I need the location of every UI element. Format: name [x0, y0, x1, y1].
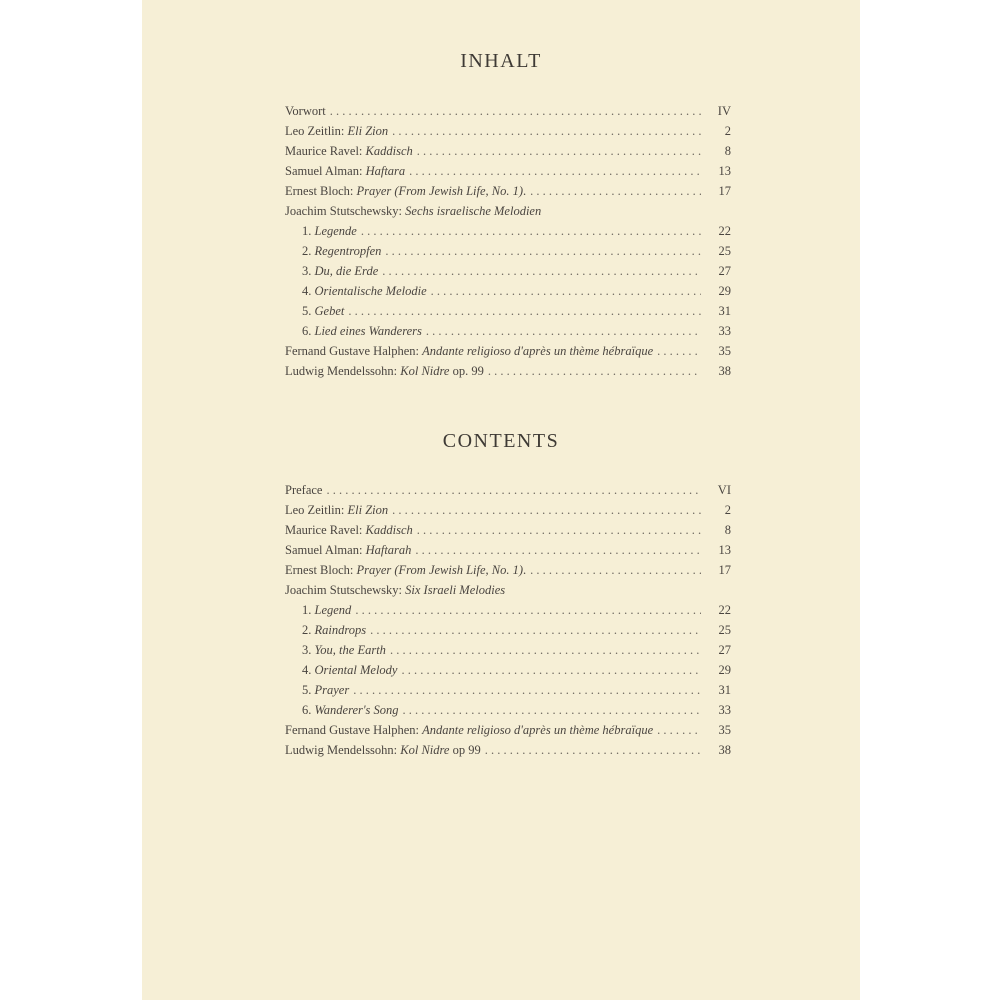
toc-composer: 6. — [302, 324, 315, 338]
toc-entry-text — [285, 500, 388, 520]
toc-composer: Maurice Ravel: — [285, 144, 366, 158]
toc-suffix: op. 99 — [449, 364, 484, 378]
dot-leader — [326, 480, 701, 500]
toc-entry — [285, 620, 731, 640]
toc-page-number: 22 — [718, 224, 731, 238]
toc-page-number: 38 — [718, 743, 731, 757]
toc-page-number: 29 — [718, 663, 731, 677]
toc-work-title: Oriental Melody — [314, 663, 398, 677]
toc-entry-text — [285, 101, 326, 121]
contents-toc — [285, 480, 731, 760]
dot-leader — [401, 660, 701, 680]
toc-entry — [285, 101, 731, 121]
toc-entry — [285, 560, 731, 580]
toc-entry — [285, 660, 731, 680]
toc-entry — [285, 241, 731, 261]
toc-page-number: 8 — [724, 523, 731, 537]
toc-entry — [285, 341, 731, 361]
toc-composer: Samuel Alman: — [285, 543, 366, 557]
dot-leader — [392, 500, 701, 520]
toc-entry — [285, 720, 731, 740]
dot-leader — [530, 560, 701, 580]
toc-entry — [285, 480, 731, 500]
dot-leader — [355, 600, 701, 620]
dot-leader — [348, 301, 701, 321]
toc-entry-text — [302, 301, 344, 321]
toc-work-title: Six Israeli Melodies — [405, 583, 506, 597]
toc-composer: Maurice Ravel: — [285, 523, 366, 537]
toc-entry — [285, 161, 731, 181]
toc-composer: 5. — [302, 683, 315, 697]
toc-page-number: 8 — [724, 144, 731, 158]
toc-composer: Samuel Alman: — [285, 164, 366, 178]
book-page — [142, 0, 860, 1000]
dot-leader — [417, 520, 701, 540]
toc-work-title: Eli Zion — [347, 503, 389, 517]
toc-entry — [285, 600, 731, 620]
toc-entry-text — [302, 620, 366, 640]
toc-entry-text — [285, 580, 505, 600]
toc-work-title: Sechs israelische Melodien — [405, 204, 542, 218]
toc-entry — [285, 361, 731, 381]
toc-page-number: 33 — [718, 324, 731, 338]
dot-leader — [415, 540, 701, 560]
toc-entry-text — [302, 640, 386, 660]
dot-leader — [392, 121, 701, 141]
toc-entry — [285, 520, 731, 540]
dot-leader — [382, 261, 701, 281]
toc-page-number: 17 — [718, 563, 731, 577]
toc-entry — [285, 261, 731, 281]
toc-page-number: 27 — [718, 264, 731, 278]
toc-page-number: 17 — [718, 184, 731, 198]
toc-work-title: Gebet — [314, 304, 345, 318]
toc-work-title: Lied eines Wanderers — [314, 324, 422, 338]
toc-entry-text — [285, 560, 526, 580]
dot-leader — [417, 141, 701, 161]
dot-leader — [403, 700, 701, 720]
dot-leader — [431, 281, 701, 301]
toc-suffix: . — [523, 184, 527, 198]
toc-composer: Joachim Stutschewsky: — [285, 204, 406, 218]
inhalt-title: INHALT — [460, 50, 542, 72]
toc-composer: 1. — [302, 224, 315, 238]
toc-work-title: Kaddisch — [365, 144, 413, 158]
toc-page-number: 31 — [718, 683, 731, 697]
toc-page-number: 22 — [718, 603, 731, 617]
toc-work-title: Wanderer's Song — [314, 703, 399, 717]
toc-work-title: Du, die Erde — [314, 264, 379, 278]
toc-composer: Leo Zeitlin: — [285, 124, 348, 138]
dot-leader — [426, 321, 701, 341]
contents-title: CONTENTS — [442, 430, 560, 452]
dot-leader — [385, 241, 701, 261]
toc-work-title: Kol Nidre — [400, 364, 450, 378]
toc-entry-text — [302, 261, 378, 281]
toc-entry — [285, 281, 731, 301]
toc-page-number: 27 — [718, 643, 731, 657]
toc-entry-text — [285, 740, 481, 760]
toc-composer: 4. — [302, 663, 315, 677]
toc-composer: Joachim Stutschewsky: — [285, 583, 406, 597]
toc-entry-text — [285, 201, 541, 221]
toc-entry — [285, 700, 731, 720]
toc-page-number: 25 — [718, 623, 731, 637]
toc-composer: Ernest Bloch: — [285, 563, 357, 577]
toc-composer: 5. — [302, 304, 315, 318]
toc-work-title: Regentropfen — [314, 244, 382, 258]
dot-leader — [530, 181, 701, 201]
toc-composer: 3. — [302, 264, 315, 278]
toc-page-number: 25 — [718, 244, 731, 258]
toc-work-title: Eli Zion — [347, 124, 389, 138]
toc-work-title: Prayer (From Jewish Life, No. 1) — [356, 184, 524, 198]
toc-suffix: . — [523, 563, 527, 577]
toc-entry-text — [302, 600, 351, 620]
dot-leader — [657, 720, 701, 740]
toc-entry — [285, 201, 731, 221]
toc-entry — [285, 580, 731, 600]
toc-entry-text — [285, 161, 405, 181]
toc-composer: Ludwig Mendelssohn: — [285, 743, 401, 757]
toc-entry-text — [302, 221, 357, 241]
toc-entry — [285, 181, 731, 201]
toc-entry-text — [285, 720, 653, 740]
inhalt-toc — [285, 101, 731, 381]
toc-page-number: 13 — [718, 164, 731, 178]
toc-page-number: 29 — [718, 284, 731, 298]
toc-entry — [285, 301, 731, 321]
toc-work-title: Haftarah — [365, 543, 412, 557]
toc-entry-text — [285, 361, 484, 381]
toc-entry-text — [285, 121, 388, 141]
toc-entry — [285, 141, 731, 161]
toc-composer: Ludwig Mendelssohn: — [285, 364, 401, 378]
toc-page-number: 31 — [718, 304, 731, 318]
toc-entry-text — [285, 141, 413, 161]
toc-entry — [285, 321, 731, 341]
toc-page-number: 2 — [724, 503, 731, 517]
dot-leader — [390, 640, 701, 660]
toc-composer: Ernest Bloch: — [285, 184, 357, 198]
toc-page-number: 38 — [718, 364, 731, 378]
toc-page-number: VI — [717, 483, 731, 497]
toc-entry — [285, 740, 731, 760]
toc-work-title: Raindrops — [314, 623, 367, 637]
dot-leader — [353, 680, 701, 700]
toc-entry — [285, 500, 731, 520]
toc-work-title: Andante religioso d'après un thème hébraïque — [422, 723, 654, 737]
toc-work-title: Prayer — [314, 683, 350, 697]
toc-work-title: Legend — [314, 603, 352, 617]
toc-page-number: 13 — [718, 543, 731, 557]
toc-work-title: Haftara — [365, 164, 406, 178]
toc-work-title: Kaddisch — [365, 523, 413, 537]
toc-suffix: op 99 — [449, 743, 481, 757]
toc-page-number: 2 — [724, 124, 731, 138]
toc-entry — [285, 540, 731, 560]
toc-composer: 3. — [302, 643, 315, 657]
dot-leader — [361, 221, 701, 241]
toc-entry-text — [285, 540, 411, 560]
toc-entry-text — [302, 700, 399, 720]
dot-leader — [485, 740, 701, 760]
toc-work-title: Legende — [314, 224, 357, 238]
toc-entry-text — [285, 480, 322, 500]
toc-composer: 4. — [302, 284, 315, 298]
toc-composer: 6. — [302, 703, 315, 717]
dot-leader — [657, 341, 701, 361]
toc-composer: Preface — [285, 483, 323, 497]
toc-entry-text — [302, 660, 397, 680]
toc-work-title: You, the Earth — [314, 643, 386, 657]
toc-work-title: Kol Nidre — [400, 743, 450, 757]
toc-page-number: IV — [717, 104, 731, 118]
toc-entry — [285, 221, 731, 241]
toc-entry-text — [302, 680, 349, 700]
toc-composer: Vorwort — [285, 104, 326, 118]
toc-entry — [285, 680, 731, 700]
toc-entry-text — [302, 321, 422, 341]
toc-composer: Leo Zeitlin: — [285, 503, 348, 517]
dot-leader — [488, 361, 701, 381]
toc-work-title: Prayer (From Jewish Life, No. 1) — [356, 563, 524, 577]
toc-page-number: 35 — [718, 723, 731, 737]
toc-entry — [285, 121, 731, 141]
toc-page-number: 35 — [718, 344, 731, 358]
toc-composer: 2. — [302, 244, 315, 258]
toc-entry-text — [302, 281, 427, 301]
toc-composer: Fernand Gustave Halphen: — [285, 723, 423, 737]
toc-page-number: 33 — [718, 703, 731, 717]
toc-work-title: Andante religioso d'après un thème hébraïque — [422, 344, 654, 358]
toc-composer: 2. — [302, 623, 315, 637]
dot-leader — [409, 161, 701, 181]
toc-entry-text — [285, 181, 526, 201]
toc-entry-text — [285, 341, 653, 361]
toc-entry-text — [302, 241, 381, 261]
toc-composer: 1. — [302, 603, 315, 617]
dot-leader — [330, 101, 701, 121]
toc-work-title: Orientalische Melodie — [314, 284, 427, 298]
dot-leader — [370, 620, 701, 640]
toc-entry-text — [285, 520, 413, 540]
toc-entry — [285, 640, 731, 660]
toc-composer: Fernand Gustave Halphen: — [285, 344, 423, 358]
